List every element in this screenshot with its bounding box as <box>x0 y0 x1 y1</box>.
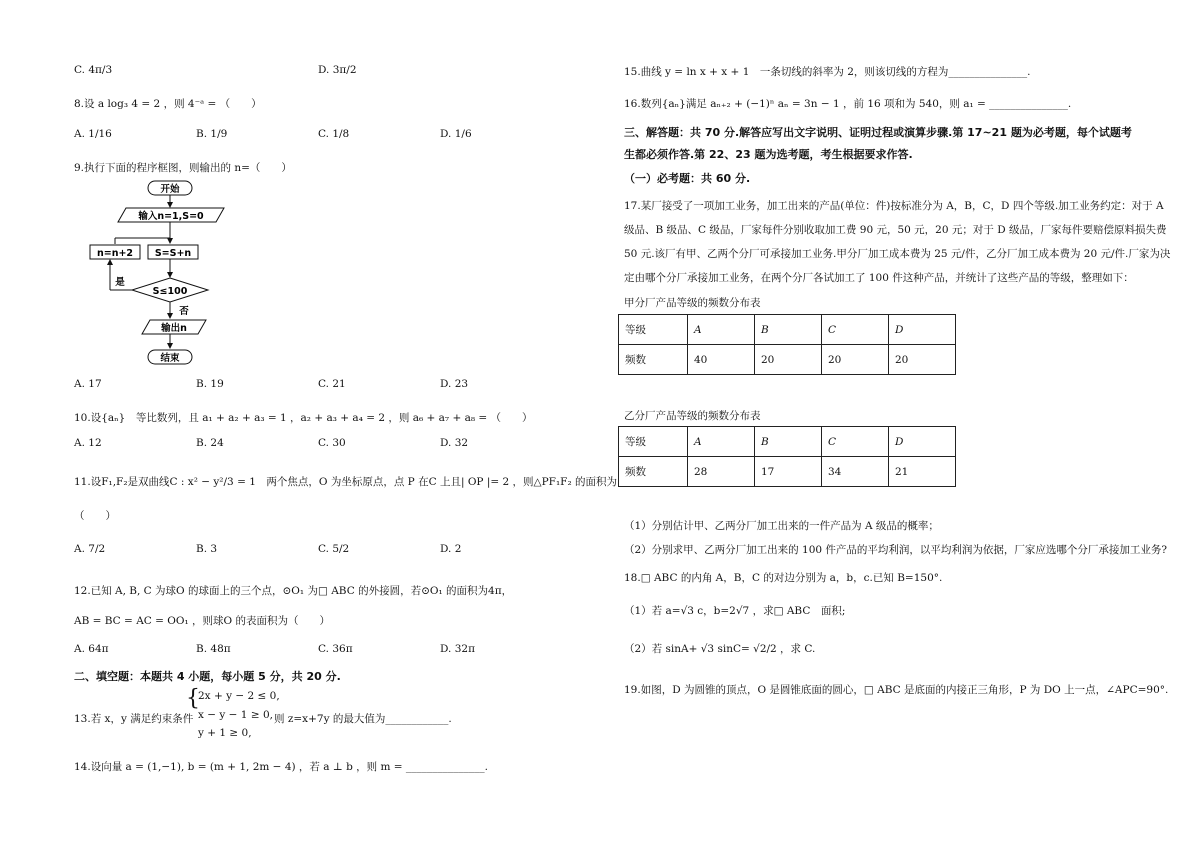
q18-part-2: （2）若 sinA+ √3 sinC= √2/2 ，求 C. <box>624 643 816 655</box>
q12-option-c: C. 36π <box>318 643 353 655</box>
q8-option-a: A. 1/16 <box>74 128 112 140</box>
q8-option-b: B. 1/9 <box>196 128 228 140</box>
q10-stem: 10.设{aₙ} 等比数列，且 a₁ + a₂ + a₃ = 1 ，a₂ + a₃ + a₄ = 2 ，则 a₆ + a₇ + a₈ = （ ） <box>74 412 533 424</box>
q16-stem: 16.数列{aₙ}满足 aₙ₊₂ + (−1)ⁿ aₙ = 3n − 1 ，前 16 项和为 540，则 a₁ = _______________. <box>624 98 1072 110</box>
q18-part-1: （1）若 a=√3 c，b=2√7 ，求□ ABC 面积; <box>624 605 846 617</box>
table-cell: B <box>755 427 822 457</box>
q10-option-b: B. 24 <box>196 437 224 449</box>
q11-option-d: D. 2 <box>440 543 462 555</box>
table-jia <box>618 314 956 375</box>
table-cell: 17 <box>755 457 822 487</box>
q13-constraint-1: 2x + y − 2 ≤ 0, <box>198 690 280 702</box>
flow-end: 结束 <box>160 353 180 364</box>
q12-option-a: A. 64π <box>74 643 109 655</box>
q9-option-d: D. 23 <box>440 378 469 390</box>
table-cell: 等级 <box>619 427 688 457</box>
q11-paren: （ ） <box>74 510 116 522</box>
q19-stem: 19.如图，D 为圆锥的顶点，O 是圆锥底面的圆心，□ ABC 是底面的内接正三角形，P 为 DO 上一点，∠APC=90°. <box>624 684 1169 696</box>
table-cell: 21 <box>889 457 956 487</box>
q17-line-3: 50 元.该厂有甲、乙两个分厂可承接加工业务.甲分厂加工成本费为 25 元/件，乙分厂加工成本费为 20 元/件.厂家为决 <box>624 248 1171 260</box>
table-cell: 频数 <box>619 457 688 487</box>
q17-part-1: （1）分别估计甲、乙两分厂加工出来的一件产品为 A 级品的概率； <box>624 520 939 532</box>
q8-option-c: C. 1/8 <box>318 128 350 140</box>
section-2-heading: 二、填空题：本题共 4 小题，每小题 5 分，共 20 分. <box>74 670 341 683</box>
q9-option-a: A. 17 <box>74 378 102 390</box>
q12-option-d: D. 32π <box>440 643 475 655</box>
table-cell: D <box>889 315 956 345</box>
flow-no: 否 <box>179 306 189 317</box>
q7-option-c: C. 4π/3 <box>74 64 113 76</box>
q9-option-b: B. 19 <box>196 378 224 390</box>
q13-constraint-3: y + 1 ≥ 0, <box>198 727 252 739</box>
q8-stem: 8.设 a log₃ 4 = 2 ，则 4⁻ᵃ = （ ） <box>74 98 262 110</box>
q11-option-c: C. 5/2 <box>318 543 350 555</box>
table-cell: B <box>755 315 822 345</box>
q9-option-c: C. 21 <box>318 378 346 390</box>
q13-lead: 13.若 x，y 满足约束条件 <box>74 713 194 725</box>
q18-stem: 18.□ ABC 的内角 A，B，C 的对边分别为 a，b，c.已知 B=150°. <box>624 572 943 584</box>
q10-option-c: C. 30 <box>318 437 346 449</box>
q15-stem: 15.曲线 y = ln x + x + 1 一条切线的斜率为 2，则该切线的方程为_______________. <box>624 66 1031 78</box>
q8-option-d: D. 1/6 <box>440 128 472 140</box>
table-row <box>619 457 956 487</box>
table-cell: D <box>889 427 956 457</box>
q13-constraint-2: x − y − 1 ≥ 0, <box>198 709 273 721</box>
table-row <box>619 427 956 457</box>
section-3-heading-1: 三、解答题：共 70 分.解答应写出文字说明、证明过程或演算步骤.第 17~21 题为必考题，每个试题考 <box>624 126 1132 139</box>
table-cell: 34 <box>822 457 889 487</box>
table-cell: 等级 <box>619 315 688 345</box>
table-row <box>619 345 956 375</box>
table-cell: 40 <box>688 345 755 375</box>
q10-option-d: D. 32 <box>440 437 469 449</box>
table2-caption: 乙分厂产品等级的频数分布表 <box>624 410 761 422</box>
q11-option-b: B. 3 <box>196 543 218 555</box>
flow-input: 输入n=1,S=0 <box>138 211 204 222</box>
flow-right-box: S=S+n <box>154 248 192 259</box>
q9-stem: 9.执行下面的程序框图，则输出的 n=（ ） <box>74 162 292 174</box>
table-yi <box>618 426 956 487</box>
q14-stem: 14.设向量 a = (1,−1), b = (m + 1, 2m − 4) ，若 a ⊥ b ，则 m = _______________. <box>74 761 488 773</box>
q17-line-2: 级品、B 级品、C 级品，厂家每件分别收取加工费 90 元，50 元，20 元；对于 D 级品，厂家每件要赔偿原料损失费 <box>624 224 1167 236</box>
q11-stem: 11.设F₁,F₂是双曲线C : x² − y²/3 = 1 两个焦点，O 为坐标原点，点 P 在C 上且| OP |= 2 ，则△PF₁F₂ 的面积为 <box>74 476 617 488</box>
q13-tail: 则 z=x+7y 的最大值为____________. <box>274 713 452 725</box>
table-cell: 频数 <box>619 345 688 375</box>
q17-line-1: 17.某厂接受了一项加工业务，加工出来的产品(单位：件)按标准分为 A，B，C，D 四个等级.加工业务约定：对于 A <box>624 200 1164 212</box>
table-cell: C <box>822 427 889 457</box>
q12-option-b: B. 48π <box>196 643 231 655</box>
q17-line-4: 定由哪个分厂承接加工业务，在两个分厂各试加工了 100 件这种产品，并统计了这些产品的等级，整理如下： <box>624 272 1134 284</box>
table-row <box>619 315 956 345</box>
q12-stem: 12.已知 A, B, C 为球O 的球面上的三个点，⊙O₁ 为□ ABC 的外接圆，若⊙O₁ 的面积为4π， <box>74 585 513 597</box>
table-cell: C <box>822 315 889 345</box>
table-cell: 20 <box>889 345 956 375</box>
q10-option-a: A. 12 <box>74 437 102 449</box>
table-cell: A <box>688 315 755 345</box>
q13-brace: { <box>186 686 200 711</box>
q12-stem-2: AB = BC = AC = OO₁ ，则球O 的表面积为（ ） <box>74 615 330 627</box>
section-3-heading-2: 生都必须作答.第 22、23 题为选考题，考生根据要求作答. <box>624 148 913 161</box>
flow-yes: 是 <box>115 277 125 288</box>
flow-start: 开始 <box>160 184 180 195</box>
table-cell: A <box>688 427 755 457</box>
flow-condition: S≤100 <box>152 286 188 297</box>
flow-output: 输出n <box>161 323 187 334</box>
q7-option-d: D. 3π/2 <box>318 64 357 76</box>
flowchart <box>84 178 234 370</box>
table1-caption: 甲分厂产品等级的频数分布表 <box>624 297 761 309</box>
section-required-heading: （一）必考题：共 60 分. <box>624 172 751 185</box>
q11-option-a: A. 7/2 <box>74 543 106 555</box>
table-cell: 20 <box>822 345 889 375</box>
table-cell: 20 <box>755 345 822 375</box>
q17-part-2: （2）分别求甲、乙两分厂加工出来的 100 件产品的平均利润，以平均利润为依据，厂家应选哪个分厂承接加工业务? <box>624 544 1168 556</box>
flow-left-box: n=n+2 <box>96 248 134 259</box>
table-cell: 28 <box>688 457 755 487</box>
